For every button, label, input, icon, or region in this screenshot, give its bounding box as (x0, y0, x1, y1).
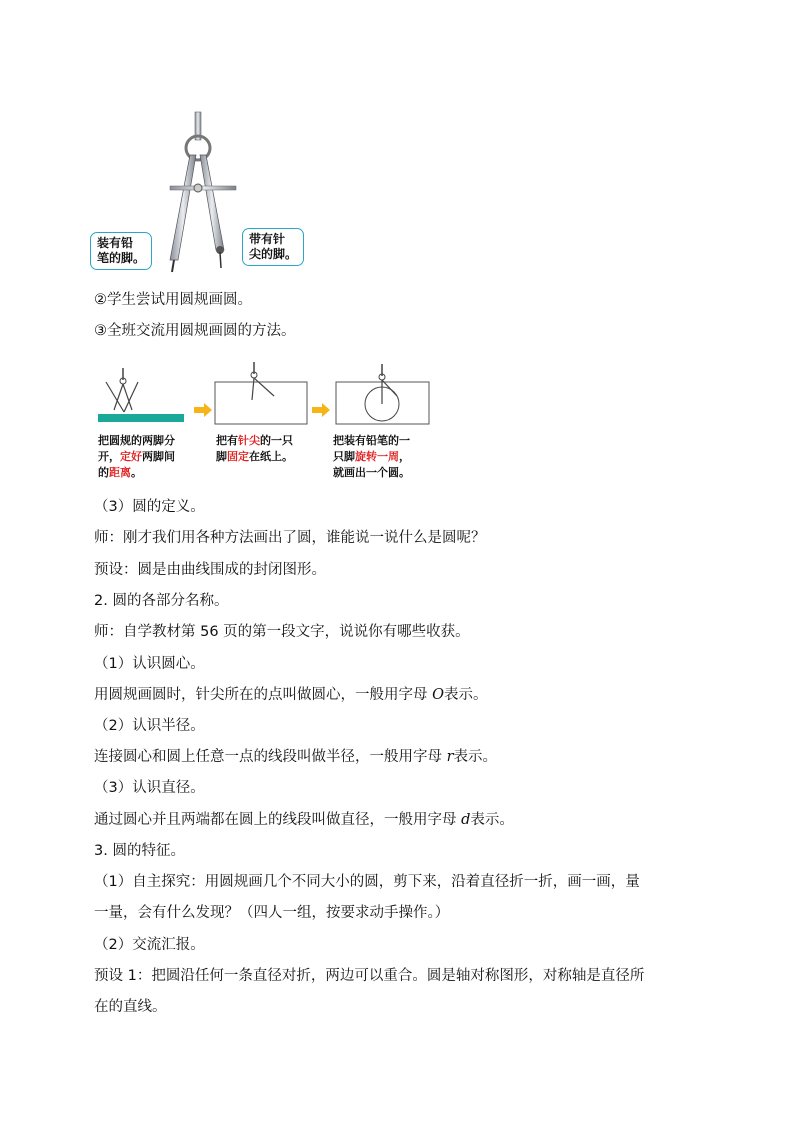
paragraph: 师：刚才我们用各种方法画出了圆，谁能说一说什么是圆呢？ (94, 530, 486, 546)
section-heading: 3. 圆的特征。 (94, 843, 185, 859)
arrow-right-icon (194, 403, 212, 417)
needle-leg-label-line2: 尖的脚。 (249, 247, 298, 261)
paragraph: 预设 1：把圆沿任何一条直径对折，两边可以重合。圆是轴对称图形，对称轴是直径所 (94, 968, 645, 984)
paragraph: 通过圆心并且两端都在圆上的线段叫做直径，一般用字母 d表示。 (94, 812, 514, 828)
needle-leg-label (242, 228, 304, 266)
paragraph: 在的直线。 (94, 999, 167, 1015)
pencil-leg-label-line2: 笔的脚。 (97, 251, 146, 265)
compass-steps-diagram (94, 362, 434, 430)
section-heading: （1）认识圆心。 (94, 656, 205, 672)
section-heading: （3）圆的定义。 (94, 499, 205, 515)
paragraph: 一量，会有什么发现？（四人一组，按要求动手操作。） (94, 905, 450, 921)
ruler-bar (98, 414, 184, 422)
step3-caption: 把装有铅笔的一 只脚旋转一周， 就画出一个圆。 (333, 434, 410, 479)
section-heading: （2）交流汇报。 (94, 937, 205, 953)
step1-caption: 把圆规的两脚分 开，定好两脚间 的距离。 (98, 434, 175, 479)
paragraph: 预设：圆是由曲线围成的封闭图形。 (94, 562, 326, 578)
needle-leg-label-line1: 带有针 (249, 232, 286, 246)
pencil-leg-label-line1: 装有铅 (97, 236, 134, 250)
arrow-right-icon (312, 403, 330, 417)
paragraph: 用圆规画圆时，针尖所在的点叫做圆心，一般用字母 O表示。 (94, 687, 488, 703)
step-3-text: ③全班交流用圆规画圆的方法。 (94, 323, 296, 339)
section-heading: 2. 圆的各部分名称。 (94, 593, 229, 609)
step2-caption: 把有针尖的一只 脚固定在纸上。 (216, 434, 293, 463)
step-2-text: ②学生尝试用圆规画圆。 (94, 292, 252, 308)
pencil-leg-label (90, 232, 152, 270)
paragraph: 师：自学教材第 56 页的第一段文字，说说你有哪些收获。 (94, 624, 470, 640)
paragraph: （1）自主探究：用圆规画几个不同大小的圆，剪下来，沿着直径折一折，画一画，量 (94, 874, 640, 890)
section-heading: （2）认识半径。 (94, 718, 205, 734)
section-heading: （3）认识直径。 (94, 780, 205, 796)
paragraph: 连接圆心和圆上任意一点的线段叫做半径，一般用字母 r表示。 (94, 749, 498, 765)
